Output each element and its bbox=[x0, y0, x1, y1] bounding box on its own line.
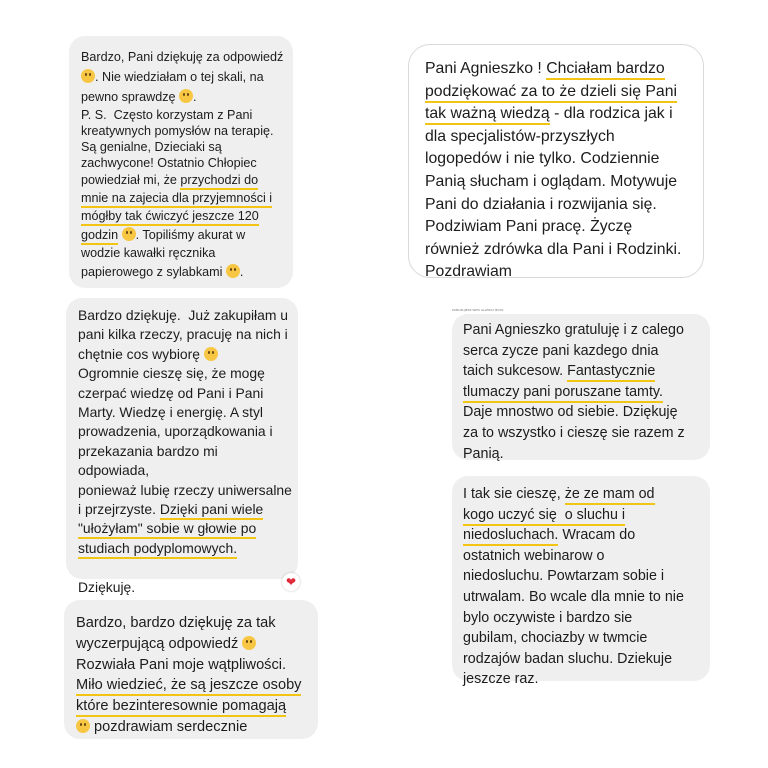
highlighted-text: tlumaczy pani poruszane tamty. bbox=[463, 384, 663, 403]
message-line: godzin . Topiliśmy akurat w bbox=[81, 225, 285, 245]
message-line: powiedział mi, że przychodzi do bbox=[81, 171, 285, 189]
sender-strip: PUBLIKUJESZ WPIS ALLERGY BOSS bbox=[452, 308, 504, 312]
message-line: Panią. bbox=[463, 445, 504, 462]
message-line: czerpać wiedzę od Pani i Pani bbox=[78, 384, 264, 401]
message-line: również zdrówka dla Pani i Rodzinki. bbox=[425, 240, 682, 258]
message-line: niedosluchach. Wracam do bbox=[463, 525, 704, 546]
message-line: i przejrzyste. Dzięki pani wiele bbox=[78, 500, 292, 519]
message-line: serca zycze pani kazdego dnia bbox=[463, 342, 659, 359]
highlighted-text: podziękować za to że dzieli się Pani bbox=[425, 83, 677, 103]
heart-icon[interactable]: ❤ bbox=[282, 573, 300, 591]
message-line: Są genialne, Dzieciaki są bbox=[81, 140, 222, 154]
message-line: Dziękuję. bbox=[78, 578, 136, 595]
message-line: I tak sie cieszę, że ze mam od bbox=[463, 484, 704, 505]
highlighted-text: kogo uczyć się o sluchu i bbox=[463, 507, 625, 526]
message-line: wyczerpującą odpowiedź bbox=[76, 634, 312, 655]
highlighted-text: Chciałam bardzo bbox=[546, 60, 665, 80]
message-line: pani kilka rzeczy, pracuję na nich i bbox=[78, 326, 288, 343]
message-line: Marty. Wiedzę i energię. A styl bbox=[78, 404, 264, 421]
highlighted-text: tak ważną wiedzą bbox=[425, 105, 550, 125]
message-line: Rozwiała Pani moje wątpliwości. bbox=[76, 656, 287, 673]
message-line: rodzajów badan sluchu. Dziekuje bbox=[463, 650, 673, 667]
highlighted-text: mógłby tak ćwiczyć jeszcze 120 bbox=[81, 209, 259, 226]
smiling-emoji-icon bbox=[81, 69, 95, 83]
highlighted-text: studiach podyplomowych. bbox=[78, 540, 237, 559]
message-line: Bardzo, Pani dziękuję za odpowiedź bbox=[81, 50, 284, 64]
message-line: wodzie kawałki ręcznika bbox=[81, 246, 216, 260]
message-line: zachwycone! Ostatnio Chłopiec bbox=[81, 156, 257, 170]
message-line: logopedów i nie tylko. Codziennie bbox=[425, 150, 660, 168]
message-line: kreatywnych pomysłów na terapię. bbox=[81, 124, 274, 138]
message-line: Pani Agnieszko gratuluję i z calego bbox=[463, 322, 684, 338]
message-line: utrwalam. Bo wcale dla mnie to nie bbox=[463, 588, 684, 605]
message-line: za to wszystko i cieszę sie razem z bbox=[463, 424, 685, 441]
grinning-emoji-icon bbox=[122, 227, 136, 241]
smiling-emoji-icon bbox=[242, 636, 256, 650]
highlighted-text: niedosluchach. bbox=[463, 527, 558, 546]
message-line: ostatnich webinarow o bbox=[463, 547, 605, 564]
message-line bbox=[463, 505, 704, 526]
message-line: Pozdrawiam bbox=[425, 263, 512, 281]
message-spacer bbox=[78, 558, 292, 577]
message-line: Pani Agnieszko ! Chciałam bardzo bbox=[425, 58, 693, 81]
message-line: P. S. Często korzystam z Pani bbox=[81, 108, 253, 122]
highlighted-text: "ułożyłam" sobie w głowie po bbox=[78, 520, 256, 539]
highlighted-text: przychodzi do bbox=[180, 173, 258, 190]
message-line: taich sukcesow. Fantastycznie bbox=[463, 361, 704, 382]
message-line: pewno sprawdzę . bbox=[81, 90, 197, 104]
message-line bbox=[76, 696, 312, 717]
message-line: Podziwiam Pani pracę. Życzę bbox=[425, 218, 633, 236]
smiling-emoji-icon bbox=[204, 347, 218, 361]
message-line: Bardzo, bardzo dziękuję za tak bbox=[76, 615, 276, 631]
message-bubble-3 bbox=[66, 298, 298, 595]
message-line: Ogromnie cieszę się, że mogę bbox=[78, 365, 265, 382]
message-line: Panią słucham i oglądam. Motywuje bbox=[425, 172, 677, 190]
message-line: Pani do działania i rozwijania się. bbox=[425, 195, 657, 213]
message-line: . Nie wiedziałam o tej skali, na bbox=[81, 67, 285, 87]
highlighted-text: mnie na zajecia dla przyjemności i bbox=[81, 191, 272, 208]
highlighted-text: Dzięki pani wiele bbox=[160, 501, 263, 520]
message-line bbox=[81, 207, 285, 225]
message-line: niedosluchu. Powtarzam sobie i bbox=[463, 568, 665, 585]
message-line bbox=[76, 675, 312, 696]
highlighted-text: Miło wiedzieć, że są jeszcze osoby bbox=[76, 677, 301, 696]
message-bubble-5 bbox=[452, 476, 710, 688]
message-line: pozdrawiam serdecznie bbox=[76, 717, 312, 738]
message-line bbox=[425, 81, 693, 104]
message-line: prowadzenia, uporządkowania i bbox=[78, 423, 273, 440]
message-line bbox=[81, 189, 285, 207]
message-line: tak ważną wiedzą - dla rodzica jak i bbox=[425, 103, 693, 126]
message-line: papierowego z sylabkami . bbox=[81, 265, 244, 279]
message-line: Daje mnostwo od siebie. Dziękuję bbox=[463, 404, 678, 421]
message-bubble-6 bbox=[64, 600, 318, 739]
highlighted-text: godzin bbox=[81, 228, 118, 245]
message-bubble-2 bbox=[408, 44, 704, 281]
message-bubble-1 bbox=[69, 36, 293, 288]
highlighted-text: Fantastycznie bbox=[567, 363, 655, 382]
message-line: przekazania bardzo mi odpowiada, bbox=[78, 442, 222, 479]
message-line: gubilam, chociazby w twmcie bbox=[463, 630, 648, 647]
message-line: chętnie cos wybiorę bbox=[78, 345, 292, 364]
message-line bbox=[463, 382, 704, 403]
message-line: dla specjalistów-przyszłych bbox=[425, 127, 615, 145]
highlighted-text: że ze mam od bbox=[565, 486, 655, 505]
message-line bbox=[78, 539, 292, 558]
message-line: ponieważ lubię rzeczy uniwersalne bbox=[78, 481, 292, 498]
smiling-emoji-icon bbox=[76, 719, 90, 733]
highlighted-text: które bezinteresownie pomagają bbox=[76, 698, 286, 717]
message-line: bylo oczywiste i bardzo sie bbox=[463, 609, 633, 626]
smiling-emoji-icon bbox=[179, 89, 193, 103]
message-line: Bardzo dziękuję. Już zakupiłam u bbox=[78, 307, 289, 323]
message-line bbox=[78, 519, 292, 538]
smiling-emoji-icon bbox=[226, 264, 240, 278]
message-bubble-4 bbox=[452, 314, 710, 460]
message-line: jeszcze raz. bbox=[463, 671, 539, 688]
